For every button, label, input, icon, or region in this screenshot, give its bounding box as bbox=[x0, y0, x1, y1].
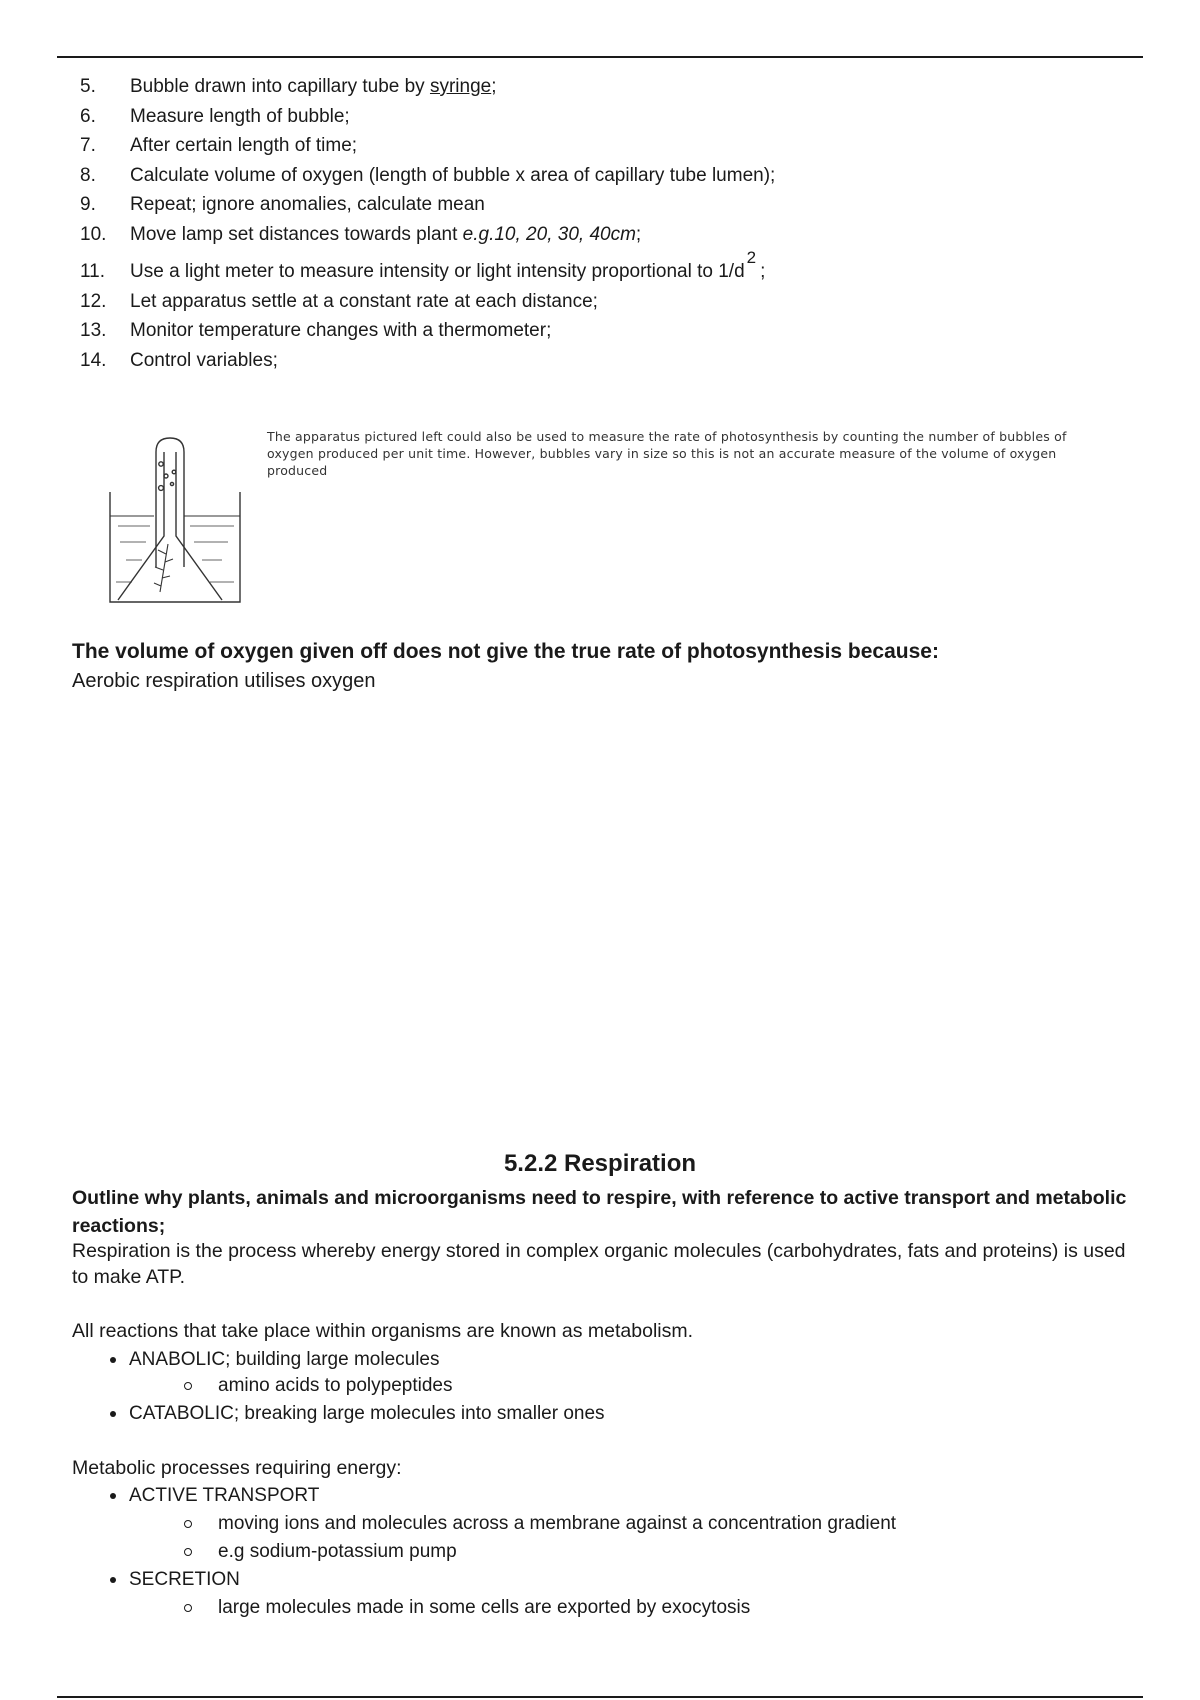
step-number: 9. bbox=[80, 194, 96, 215]
step-14 bbox=[80, 346, 1140, 376]
bullet-secretion: SECRETION bbox=[110, 1567, 240, 1593]
step-number: 12. bbox=[80, 290, 107, 312]
step-8 bbox=[80, 161, 1140, 191]
outline-question: Outline why plants, animals and microorganisms need to respire, with reference to active transport and metabolic reactions; bbox=[72, 1187, 1127, 1237]
apparatus-caption: The apparatus pictured left could also be used to measure the rate of photosynthesis by counting the number of bubbles of oxygen produced per unit time. However, bubbles vary in size so this is not an accurate measure of the volume of oxygen produced bbox=[267, 429, 1067, 478]
step-number: 14. bbox=[80, 349, 107, 371]
step-number: 5. bbox=[80, 76, 96, 97]
step-number: 11. bbox=[80, 261, 106, 282]
question-heading: The volume of oxygen given off does not give the true rate of photosynthesis because: bbox=[72, 640, 939, 663]
step-12 bbox=[80, 287, 1140, 317]
bullet-catabolic: CATABOLIC; breaking large molecules into smaller ones bbox=[110, 1401, 605, 1427]
step-13 bbox=[80, 316, 1140, 346]
hollow-bullet-icon bbox=[184, 1511, 218, 1537]
step-number: 6. bbox=[80, 105, 96, 127]
step-text: Repeat; ignore anomalies, calculate mean bbox=[130, 194, 485, 215]
bottom-rule bbox=[57, 1696, 1143, 1698]
method-steps-list bbox=[80, 72, 1140, 375]
step-text: Bubble drawn into capillary tube by syringe; bbox=[130, 76, 497, 97]
step-text: Move lamp set distances towards plant e.g.10, 20, 30, 40cm; bbox=[130, 223, 642, 245]
bullet-anabolic: ANABOLIC; building large molecules bbox=[110, 1347, 440, 1373]
question-answer: Aerobic respiration utilises oxygen bbox=[72, 670, 376, 692]
step-number: 8. bbox=[80, 164, 96, 186]
step-text: After certain length of time; bbox=[130, 135, 358, 156]
sub-bullet-active-1: moving ions and molecules across a membrane against a concentration gradient bbox=[184, 1511, 896, 1537]
hollow-bullet-icon bbox=[184, 1539, 218, 1565]
step-6 bbox=[80, 102, 1140, 132]
step-text: Use a light meter to measure intensity or light intensity proportional to 1/d2; bbox=[130, 248, 766, 282]
step-text: Let apparatus settle at a constant rate at each distance; bbox=[130, 290, 598, 312]
step-9 bbox=[80, 190, 1140, 220]
section-title: 5.2.2 Respiration bbox=[503, 1150, 697, 1177]
bullet-dot-icon bbox=[110, 1483, 129, 1509]
step-text: Measure length of bubble; bbox=[130, 105, 350, 127]
bullet-dot-icon bbox=[110, 1567, 129, 1593]
step-7 bbox=[80, 131, 1140, 161]
step-number: 7. bbox=[80, 135, 96, 156]
step-11 bbox=[80, 248, 1140, 287]
bullet-dot-icon bbox=[110, 1401, 129, 1427]
bullet-active-transport: ACTIVE TRANSPORT bbox=[110, 1483, 319, 1509]
hollow-bullet-icon bbox=[184, 1595, 218, 1621]
step-text: Control variables; bbox=[130, 349, 278, 371]
top-rule bbox=[57, 56, 1143, 58]
superscript: 2 bbox=[746, 248, 757, 267]
underlined-word: syringe bbox=[429, 76, 492, 97]
sub-bullet-anabolic: amino acids to polypeptides bbox=[184, 1373, 452, 1399]
photosynthesis-apparatus-diagram bbox=[98, 432, 248, 610]
respiration-definition: Respiration is the process whereby energy stored in complex organic molecules (carbohydrates, fats and proteins) is used to make ATP. bbox=[72, 1240, 1126, 1288]
step-number: 13. bbox=[80, 320, 107, 341]
metabolism-intro: All reactions that take place within organisms are known as metabolism. bbox=[72, 1320, 694, 1342]
italic-example: e.g.10, 20, 30, 40cm bbox=[462, 223, 636, 245]
energy-processes-intro: Metabolic processes requiring energy: bbox=[72, 1457, 402, 1479]
step-text: Calculate volume of oxygen (length of bubble x area of capillary tube lumen); bbox=[130, 164, 776, 186]
step-5 bbox=[80, 72, 1140, 102]
bullet-dot-icon bbox=[110, 1347, 129, 1373]
step-text: Monitor temperature changes with a thermometer; bbox=[130, 320, 552, 341]
step-number: 10. bbox=[80, 223, 107, 245]
sub-bullet-secretion: large molecules made in some cells are exported by exocytosis bbox=[184, 1595, 750, 1621]
sub-bullet-active-2: e.g sodium-potassium pump bbox=[184, 1539, 457, 1565]
hollow-bullet-icon bbox=[184, 1373, 218, 1399]
step-10 bbox=[80, 220, 1140, 250]
